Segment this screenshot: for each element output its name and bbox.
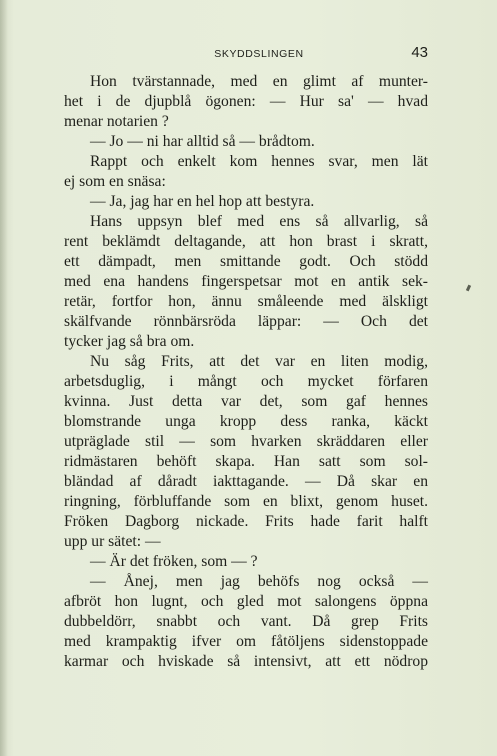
text-line: — Är det fröken, som — ? [90, 553, 258, 570]
page-header [90, 44, 428, 64]
text-line: rent beklämdt deltagande, att hon brast i skratt, [64, 233, 428, 250]
page-number: 43 [411, 44, 428, 61]
text-line: Rappt och enkelt kom hennes svar, men lät [90, 153, 428, 170]
text-line: ridmästaren behöft skapa. Han satt som sol- [64, 453, 428, 470]
gutter-shadow [0, 0, 8, 756]
text-line: het i de djupblå ögonen: — Hur sa' — hvad [64, 93, 428, 110]
text-line: Fröken Dagborg nickade. Frits hade farit halft [64, 513, 428, 530]
text-line: dubbeldörr, snabbt och vant. Då grep Frits [64, 613, 428, 630]
text-line: skälfvande rönnbärsröda läppar: — Och det [64, 313, 428, 330]
margin-mark [466, 285, 471, 292]
text-line: ringning, förbluffande som en blixt, genom huset. [64, 493, 428, 510]
text-line: arbetsduglig, i mångt och mycket förfaren [64, 373, 428, 390]
text-line: tycker jag så bra om. [64, 333, 195, 350]
text-line: ett dämpadt, men smittande godt. Och stödd [64, 253, 428, 270]
text-line: kvinna. Just detta var det, som gaf hennes [64, 393, 428, 410]
text-line: Hon tvärstannade, med en glimt af munter- [90, 73, 428, 90]
text-line: menar notarien ? [64, 113, 169, 130]
running-title: SKYDDSLINGEN [214, 48, 304, 60]
text-line: Hans uppsyn blef med ens så allvarlig, så [90, 213, 428, 230]
text-line: upp ur sätet: — [64, 533, 161, 550]
text-line: — Ja, jag har en hel hop att bestyra. [90, 193, 315, 210]
body-text [64, 72, 428, 672]
text-line: karmar och hviskade så intensivt, att ett nödrop [64, 653, 428, 670]
text-line: ej som en snäsa: [64, 173, 166, 190]
text-line: retär, fortfor hon, ännu småleende med älskligt [64, 293, 428, 310]
text-line: — Ånej, men jag behöfs nog också — [90, 573, 428, 590]
text-line: — Jo — ni har alltid så — brådtom. [90, 133, 315, 150]
text-line: bländad af dåradt iakttagande. — Då skar en [64, 473, 428, 490]
text-line: blomstrande unga kropp dess ranka, käckt [64, 413, 428, 430]
text-line: med krampaktig ifver om fåtöljens sidenstoppade [64, 633, 428, 650]
text-line: Nu såg Frits, att det var en liten modig, [90, 353, 428, 370]
text-line: med ena handens fingerspetsar mot en antik sek- [64, 273, 428, 290]
text-line: utpräglade stil — som hvarken skräddaren eller [64, 433, 428, 450]
text-line: afbröt hon lugnt, och gled mot salongens öppna [64, 593, 428, 610]
